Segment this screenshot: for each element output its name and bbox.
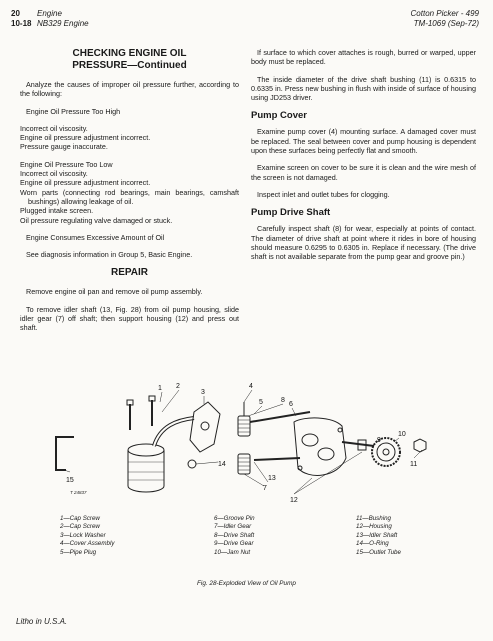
list-item: Engine oil pressure adjustment incorrect. <box>20 133 151 143</box>
too-low-list <box>20 169 239 225</box>
excessive-heading: Engine Consumes Excessive Amount of Oil <box>26 232 165 242</box>
legend-item: 7—Idler Gear <box>214 523 252 531</box>
section-name: Engine <box>37 9 62 18</box>
bushing-paragraph: The inside diameter of the drive shaft bushing (11) is 0.6315 to 0.6335 in. Press new bushing in flush with inside of surface of housing using JD253 driver. <box>251 74 476 103</box>
callout: 9 <box>377 437 381 444</box>
legend-item: 6—Groove Pin <box>214 515 255 522</box>
callout: 7 <box>263 485 267 492</box>
drive-shaft-heading: Pump Drive Shaft <box>251 207 331 219</box>
legend-item: 11—Bushing <box>356 515 391 522</box>
legend-item: 12—Housing <box>356 523 392 531</box>
outlet-tube <box>56 437 74 470</box>
section-title: CHECKING ENGINE OIL PRESSURE—Continued <box>72 48 187 71</box>
legend-column <box>214 515 255 557</box>
intro-paragraph: Analyze the causes of improper oil pressure further, according to the following: <box>20 80 239 99</box>
callout: 12 <box>290 497 298 504</box>
repair-paragraph-1: Remove engine oil pan and remove oil pump assembly. <box>26 287 203 297</box>
callout: 11 <box>410 461 418 468</box>
callout: 10 <box>398 431 406 438</box>
subsection-name: NB329 Engine <box>37 19 89 28</box>
footer-litho: Litho in U.S.A. <box>16 617 68 626</box>
too-high-heading: Engine Oil Pressure Too High <box>26 106 121 116</box>
machine-name: Cotton Picker - 499 <box>410 9 479 18</box>
callout: 8 <box>281 397 285 404</box>
list-item: Incorrect oil viscosity. <box>20 123 88 133</box>
see-group-paragraph: See diagnosis information in Group 5, Basic Engine. <box>26 250 193 260</box>
repair-heading: REPAIR <box>110 267 149 279</box>
legend-column <box>60 515 114 557</box>
legend-item: 8—Drive Shaft <box>214 531 255 539</box>
pump-cover-heading: Pump Cover <box>251 110 307 122</box>
figure-code: T 24837 <box>70 490 87 495</box>
list-item: Plugged intake screen. <box>20 206 94 216</box>
legend-item: 14—O-Ring <box>356 540 389 548</box>
list-item: Oil pressure regulating valve damaged or stuck. <box>20 215 173 225</box>
legend-item: 15—Outlet Tube <box>356 548 401 556</box>
legend-item: 10—Jam Nut <box>214 548 251 556</box>
too-low-heading: Engine Oil Pressure Too Low <box>20 159 113 169</box>
legend-item: 4—Cover Assembly <box>60 540 115 548</box>
list-item: Pressure gauge inaccurate. <box>20 142 108 152</box>
legend-column <box>356 515 401 557</box>
legend-item: 5—Pipe Plug <box>60 548 97 556</box>
callout: 1 <box>158 385 162 392</box>
callout: 14 <box>218 461 226 468</box>
section-number: 10-18 <box>11 19 32 28</box>
legend-item: 2—Cap Screw <box>60 523 100 531</box>
legend-item: 3—Lock Washer <box>60 531 106 539</box>
callout: 5 <box>259 399 263 406</box>
callout: 6 <box>289 401 293 408</box>
callout: 2 <box>176 383 180 390</box>
page-header-left <box>11 9 89 29</box>
legend-item: 13—Idler Shaft <box>356 531 398 539</box>
callout: 15 <box>66 477 74 484</box>
repair-paragraph-2: To remove idler shaft (13, Fig. 28) from oil pump housing, slide idler gear (7) off shaft; then support housing (12) and press out shaft. <box>20 304 239 333</box>
drive-shaft-paragraph: Carefully inspect shaft (8) for wear, especially at points of contact. The diameter of drive shaft at point where it rides in bore of housing should measure 0.6295 to 0.6305 in. Replace if necessary. (The drive shaft is not available separate from the pump gear and groove pin.) <box>251 224 476 262</box>
figure-caption: Fig. 28-Exploded View of Oil Pump <box>197 580 296 587</box>
right-column <box>251 48 476 269</box>
callout: 4 <box>249 383 253 390</box>
tubes-paragraph: Inspect inlet and outlet tubes for clogging. <box>257 189 390 199</box>
legend-item: 1—Cap Screw <box>60 515 100 522</box>
callout: 13 <box>268 475 276 482</box>
pump-cover-paragraph: Examine pump cover (4) mounting surface. A damaged cover must be replaced. The seal between cover and pump housing is dependent upon these surfaces being perfectly flat and smooth. <box>251 127 476 156</box>
callout: 3 <box>201 389 205 396</box>
oil-pump-exploded-view <box>42 382 462 506</box>
page-number: 20 <box>11 9 20 18</box>
upper-body-paragraph: If surface to which cover attaches is rough, burred or warped, upper body must be replaced. <box>251 48 476 67</box>
legend-item: 9—Drive Gear <box>214 540 254 548</box>
list-item: Engine oil pressure adjustment incorrect. <box>20 178 151 188</box>
page-header-right <box>411 9 479 29</box>
screen-paragraph: Examine screen on cover to be sure it is clean and the wire mesh of the screen is not damaged. <box>251 163 476 182</box>
too-high-list <box>20 124 239 152</box>
manual-code: TM-1069 (Sep-72) <box>413 19 479 28</box>
list-item: Worn parts (connecting rod bearings, main bearings, camshaft bushings) allowing leakage of oil. <box>20 187 239 206</box>
list-item: Incorrect oil viscosity. <box>20 169 88 179</box>
left-column <box>20 48 239 341</box>
